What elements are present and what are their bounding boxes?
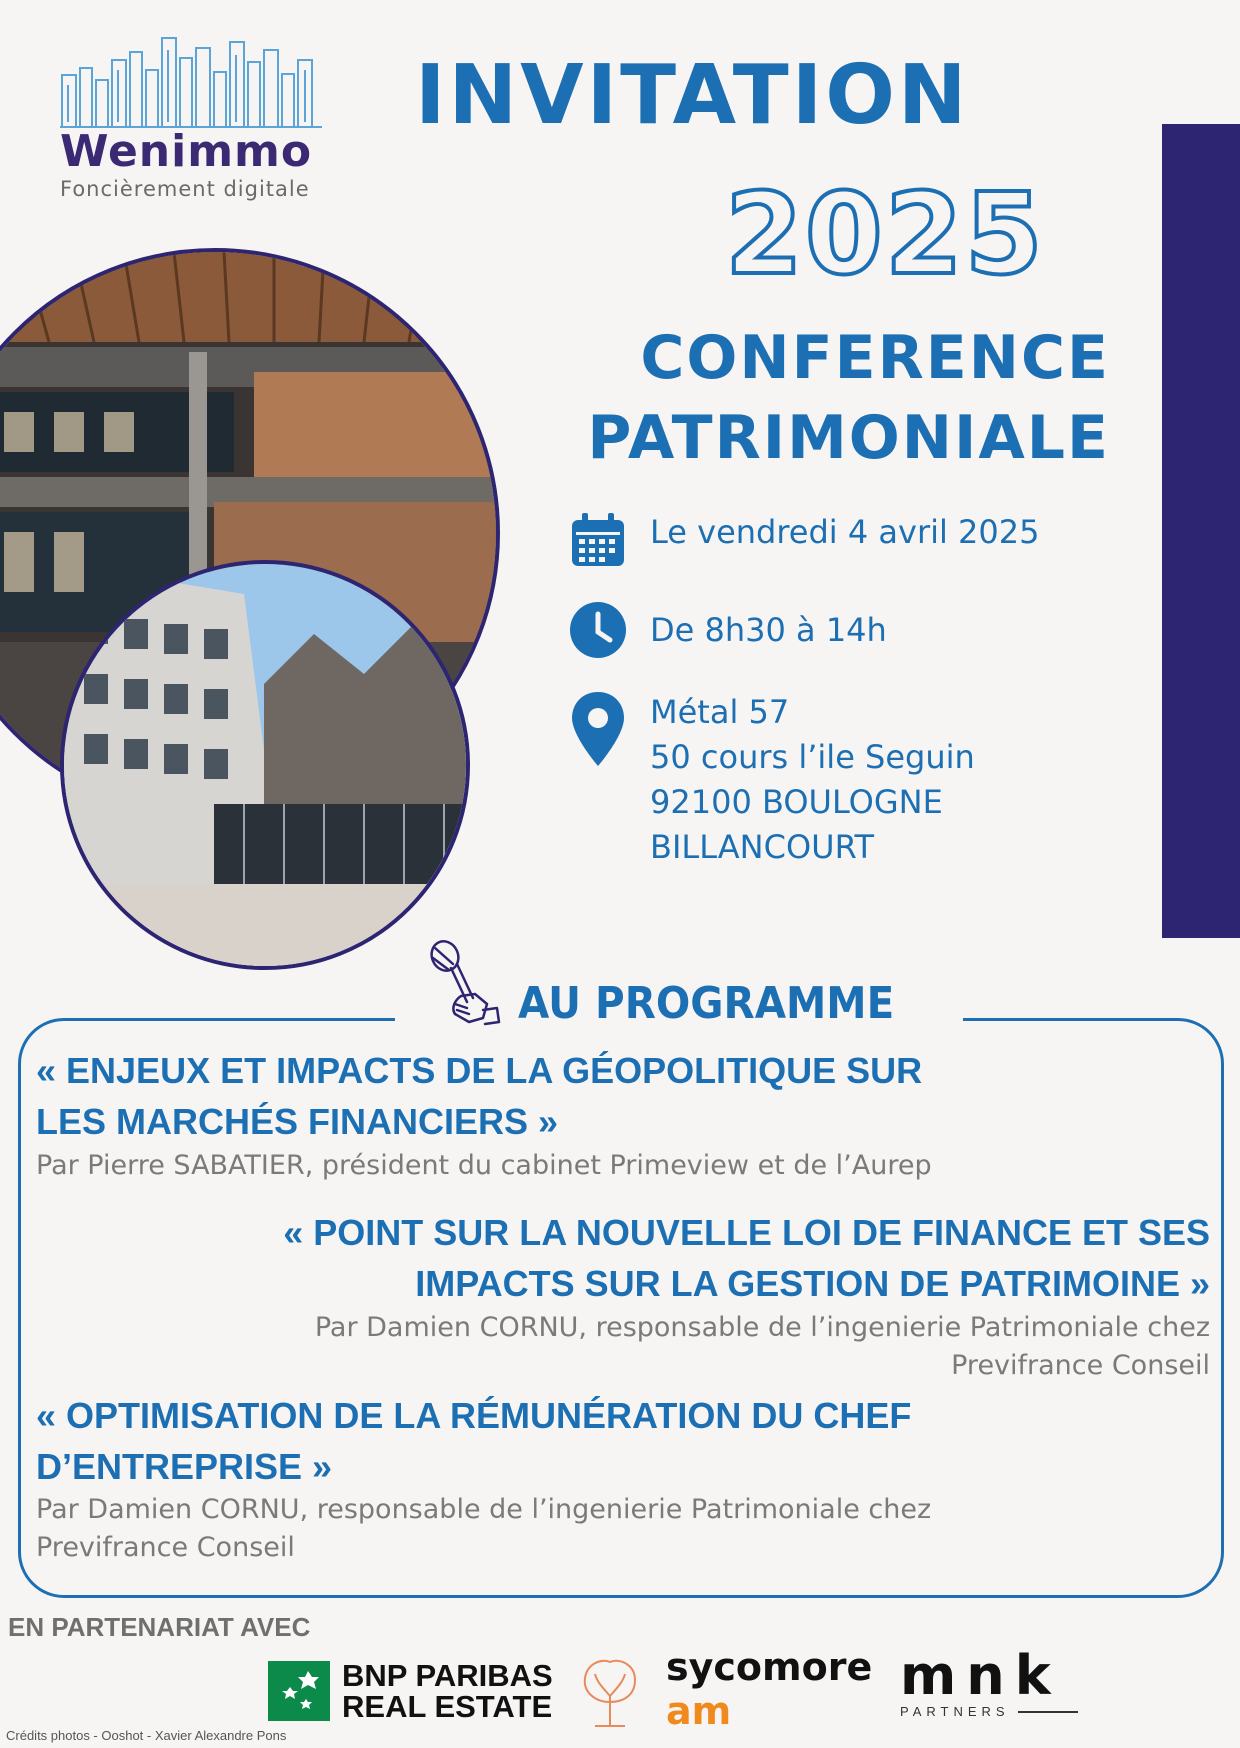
invitation-title: INVITATION [415, 48, 970, 143]
talk-1-title [36, 1045, 922, 1147]
decorative-side-bar [1162, 124, 1240, 938]
talk-3-speaker-line1: Par Damien CORNU, responsable de l’ingenierie Patrimoniale chez [36, 1494, 932, 1525]
talk-3-title-line1: « OPTIMISATION DE LA RÉMUNÉRATION DU CHEF [36, 1395, 912, 1436]
bnp-stars-icon [268, 1661, 330, 1721]
mnk-divider [1018, 1711, 1078, 1713]
talk-3-speaker-line2: Previfrance Conseil [36, 1532, 295, 1563]
talk-1-speaker [36, 1147, 932, 1185]
brand-tagline: Foncièrement digitale [60, 177, 310, 201]
venue-line1: Métal 57 [650, 693, 790, 731]
mnk-sub-text: PARTNERS [900, 1704, 1010, 1719]
talk-2-speaker-line2: Previfrance Conseil [951, 1350, 1210, 1381]
partners-label: EN PARTENARIAT AVEC [8, 1612, 311, 1642]
talk-1-speaker-line1: Par Pierre SABATIER, président du cabinet Primeview et de l’Aurep [36, 1150, 932, 1181]
sycomore-suffix: am [666, 1689, 732, 1733]
bnp-line2: REAL ESTATE [342, 1689, 553, 1724]
sycomore-logo [666, 1645, 872, 1733]
photo-credits: Crédits photos - Ooshot - Xavier Alexandre Pons [6, 1728, 287, 1743]
conference-title-line1: CONFERENCE [640, 323, 1110, 393]
talk-2-title-line2: IMPACTS SUR LA GESTION DE PATRIMOINE » [415, 1263, 1210, 1304]
talk-2-title [283, 1207, 1210, 1309]
city-skyline-icon [60, 30, 325, 130]
year-title: 2025 [725, 170, 1045, 300]
event-date-row [568, 510, 1039, 570]
venue-line3: 92100 BOULOGNE [650, 783, 943, 821]
conference-title-line2: PATRIMONIALE [587, 403, 1110, 473]
talk-2-speaker [315, 1309, 1210, 1385]
program-title: AU PROGRAMME [518, 978, 895, 1029]
mnk-name: mnk [900, 1644, 1061, 1707]
tree-icon [575, 1652, 645, 1730]
brand-name: Wenimmo [60, 126, 313, 177]
talk-3-speaker [36, 1491, 931, 1567]
talk-3-title [36, 1390, 911, 1492]
event-date: Le vendredi 4 avril 2025 [650, 513, 1040, 551]
building-exterior-photo [60, 560, 470, 970]
location-pin-icon [568, 690, 628, 770]
talk-1-title-line2: LES MARCHÉS FINANCIERS » [36, 1101, 559, 1142]
sycomore-name: sycomore [666, 1645, 873, 1689]
microphone-icon [425, 938, 503, 1028]
event-venue-row [568, 690, 975, 870]
event-venue [650, 690, 975, 870]
talk-1-title-line1: « ENJEUX ET IMPACTS DE LA GÉOPOLITIQUE SUR [36, 1050, 923, 1091]
event-time-row [568, 600, 887, 660]
venue-line2: 50 cours l’ile Seguin [650, 738, 975, 776]
calendar-icon [568, 510, 628, 570]
talk-2-speaker-line1: Par Damien CORNU, responsable de l’ingenierie Patrimoniale chez [314, 1312, 1210, 1343]
conference-title [587, 318, 1110, 478]
clock-icon [568, 600, 628, 660]
event-time: De 8h30 à 14h [650, 611, 887, 649]
mnk-partners-logo [900, 1644, 1078, 1719]
bnp-line1: BNP PARIBAS [342, 1658, 553, 1693]
venue-line4: BILLANCOURT [650, 828, 875, 866]
talk-3-title-line2: D’ENTREPRISE » [36, 1446, 333, 1487]
talk-2-title-line1: « POINT SUR LA NOUVELLE LOI DE FINANCE ET SES [283, 1212, 1210, 1253]
bnp-paribas-logo [268, 1660, 553, 1722]
bnp-text [342, 1660, 553, 1722]
wenimmo-logo [60, 30, 330, 201]
